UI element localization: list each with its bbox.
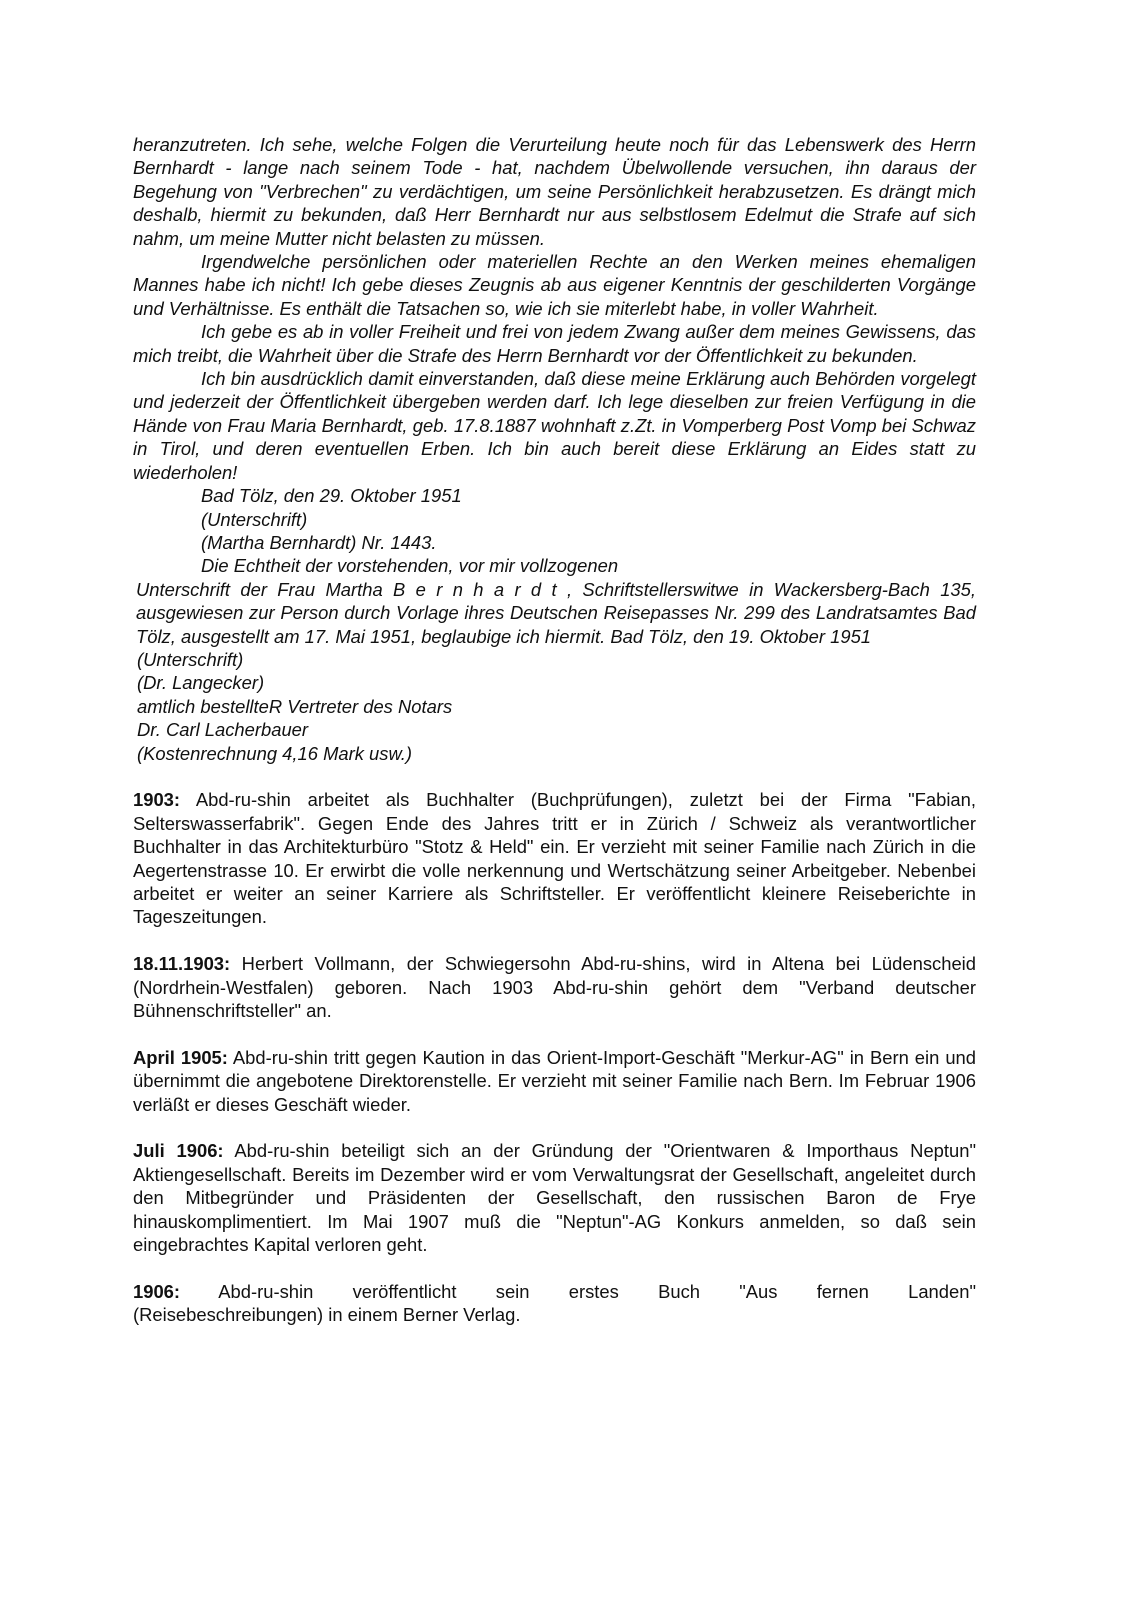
entry-text: Abd-ru-shin veröffentlicht sein erstes Buch "Aus fernen Landen" <box>180 1280 976 1302</box>
testimony-quote <box>133 133 976 765</box>
entry-date: April 1905: <box>133 1046 228 1068</box>
timeline-entry <box>133 952 976 1022</box>
testimony-paragraph-1: heranzutreten. Ich sehe, welche Folgen die Verurteilung heute noch für das Lebenswerk des Herrn Bernhardt - lange nach seinem Tode - hat, nachdem Übelwollende versuchen, ihn daraus der Begehung von "Verbrechen" zu verdächtigen, um seine Persönlichkeit herabzusetzen. Es drängt mich deshalb, hiermit zu bekunden, daß Herr Bernhardt nur aus selbstlosem Edelmut die Strafe auf sich nahm, um meine Mutter nicht belasten zu müssen. <box>133 134 976 249</box>
spacer <box>133 1256 976 1279</box>
testimony-paragraph-2: Irgendwelche persönlichen oder materiellen Rechte an den Werken meines ehemaligen Mannes habe ich nicht! Ich gebe dieses Zeugnis ab aus eigener Kenntnis der geschilderten Vorgänge und Verhältnisse. Es enthält die Tatsachen so, wie ich sie miterlebt habe, in voller Wahrheit. <box>133 251 976 319</box>
entry-first-line <box>133 1280 976 1303</box>
spacer <box>133 765 976 788</box>
entry-date: 1906: <box>133 1280 181 1302</box>
notary-costs: (Kostenrechnung 4,16 Mark usw.) <box>137 742 412 764</box>
notary-principal: Dr. Carl Lacherbauer <box>137 719 309 741</box>
timeline-entry <box>133 788 976 928</box>
notary-role: amtlich bestellteR Vertreter des Notars <box>137 695 453 717</box>
entry-date: 18.11.1903: <box>133 953 231 975</box>
timeline-entry <box>133 1139 976 1256</box>
testimony-paragraph-3: Ich gebe es ab in voller Freiheit und frei von jedem Zwang außer dem meines Gewissens, das mich treibt, die Wahrheit über die Strafe des Herrn Bernhardt vor der Öffentlichkeit zu bekunden. <box>133 321 976 366</box>
entry-text: Abd-ru-shin tritt gegen Kaution in das Orient-Import-Geschäft "Merkur-AG" in Bern ein und übernimmt die angebotene Direktorenstelle. Er verzieht mit seiner Familie nach Bern. Im Februar 1906 verläßt er dieses Geschäft wieder. <box>133 1046 976 1115</box>
notary-signature: (Unterschrift) <box>137 648 244 670</box>
entry-date: Juli 1906: <box>133 1140 224 1162</box>
entry-text: Herbert Vollmann, der Schwiegersohn Abd-ru-shins, wird in Altena bei Lüdenscheid (Nordrhein-Westfalen) geboren. Nach 1903 Abd-ru-shin gehört dem "Verband deutscher Bühnenschriftsteller" an. <box>133 953 976 1021</box>
signature-note: (Unterschrift) <box>201 508 308 530</box>
authentication-intro: Die Echtheit der vorstehenden, vor mir vollzogenen <box>201 555 619 577</box>
authentication-body: Unterschrift der Frau Martha B e r n h a r d t , Schriftstellerswitwe in Wackersberg-Bach 135, ausgewiesen zur Person durch Vorlage ihres Deutschen Reisepasses Nr. 299 des Landratsamtes Bad Tölz, ausgestellt am 17. Mai 1951, beglaubige ich hiermit. Bad Tölz, den 19. Oktober 1951 <box>136 578 976 647</box>
entry-text: Abd-ru-shin arbeitet als Buchhalter (Buchprüfungen), zuletzt bei der Firma "Fabian, Selterswasserfabrik". Gegen Ende des Jahres tritt er in Zürich / Schweiz als verantwortlicher Buchhalter in das Architekturbüro "Stotz & Held" ein. Er verzieht mit seiner Familie nach Zürich in die Aegertenstrasse 10. Er erwirbt die volle nerkennung und Wertschätzung seiner Arbeitgeber. Nebenbei arbeitet er weiter an seiner Karriere als Schriftsteller. Er veröffentlicht kleinere Reiseberichte in Tageszeitungen. <box>133 789 976 928</box>
timeline-entry <box>133 1280 976 1327</box>
entry-text: Abd-ru-shin beteiligt sich an der Gründung der "Orientwaren & Importhaus Neptun" Aktiengesellschaft. Bereits im Dezember wird er vom Verwaltungsrat der Gesellschaft, angeleitet durch den Mitbegründer und Präsidenten der Gesellschaft, den russischen Baron de Frye hinauskomplimentiert. Im Mai 1907 muß die "Neptun"-AG Konkurs anmelden, so daß sein eingebrachtes Kapital verloren geht. <box>133 1140 976 1256</box>
signer-name: (Martha Bernhardt) Nr. 1443. <box>201 531 437 553</box>
place-date: Bad Tölz, den 29. Oktober 1951 <box>201 485 462 507</box>
spacer <box>133 1116 976 1139</box>
notary-name: (Dr. Langecker) <box>137 672 265 694</box>
entry-date: 1903: <box>133 789 181 811</box>
timeline-entry <box>133 1046 976 1116</box>
entry-text-continued: (Reisebeschreibungen) in einem Berner Verlag. <box>133 1304 521 1326</box>
spacer <box>133 929 976 952</box>
spacer <box>133 1022 976 1045</box>
testimony-paragraph-4: Ich bin ausdrücklich damit einverstanden, daß diese meine Erklärung auch Behörden vorgelegt und jederzeit der Öffentlichkeit übergeben werden darf. Ich lege dieselben zur freien Verfügung in die Hände von Frau Maria Bernhardt, geb. 17.8.1887 wohnhaft z.Zt. in Vomperberg Post Vomp bei Schwaz in Tirol, und deren eventuellen Erben. Ich bin auch bereit diese Erklärung an Eides statt zu wiederholen! <box>133 368 976 483</box>
page-content <box>133 133 976 1327</box>
